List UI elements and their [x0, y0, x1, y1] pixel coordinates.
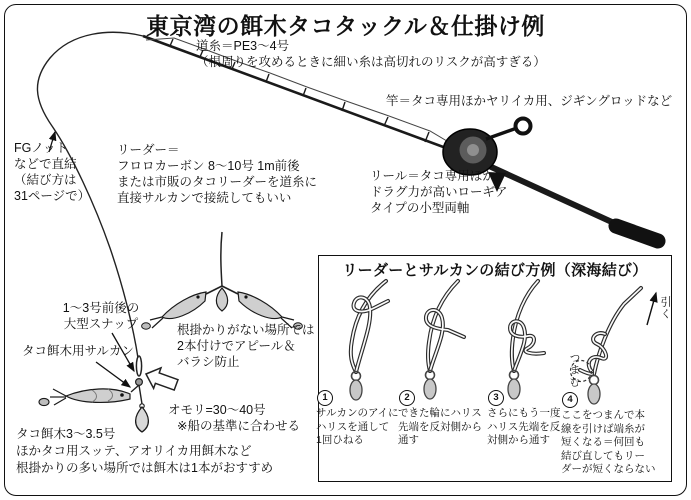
three-way-swivel: [136, 379, 143, 386]
block-arrow: [146, 368, 178, 390]
leader-label: リーダー＝ フロロカーボン 8～10号 1m前後 または市販のタコリーダーを道糸に 直接サルカンで接続してもいい: [117, 143, 318, 205]
reel-label: リール＝タコ専用ほか ドラグ力が高いローギア タイプの小型両軸: [370, 169, 508, 215]
step-caption-4: ここをつまんで本 線を引けば端糸が 短くなる＝何回も 結び直してもリー ダーが短くならない: [561, 409, 656, 475]
jig-label: タコ餌木3～3.5号 ほかタコ用スッテ、アオリイカ用餌木など 根掛かりの多い場所では餌木は1本がおすすめ: [16, 427, 274, 475]
swivel-label: タコ餌木用サルカン: [22, 344, 134, 358]
main-line-label: 道糸＝PE3～4号 （根周りを攻めるときに細い糸は高切れのリスクが高すぎる）: [196, 39, 546, 69]
center-sinker: [216, 288, 227, 311]
swivel-arrow: [96, 362, 130, 387]
rod-label: 竿＝タコ専用ほかヤリイカ用、ジギングロッドなど: [386, 94, 673, 108]
two-jigs-label: 根掛かりがない場所では 2本付けでアピール＆ バラシ防止: [177, 323, 315, 369]
step-number-3: 3: [488, 390, 504, 406]
rod-butt-grip: [616, 226, 658, 241]
step-caption-2: できた輪にハリス 先端を反対側から 通す: [398, 407, 482, 446]
snap-clip: [136, 356, 141, 376]
squid-jig: [39, 389, 130, 406]
reel-handle-knob: [516, 119, 531, 134]
step-number-1: 1: [317, 390, 333, 406]
step-caption-3: さらにもう一度 ハリス先端を反 対側から通す: [487, 407, 561, 446]
weight-label: オモリ=30～40号 ※船の基準に合わせる: [168, 403, 300, 433]
pull-label: 引く: [659, 296, 671, 320]
snap-label: 1～3号前後の 大型スナップ: [62, 301, 140, 331]
jig-crown-hooks: [50, 389, 66, 405]
step-number-2: 2: [399, 390, 415, 406]
page-title: 東京湾の餌木タコタックル＆仕掛け例: [146, 13, 545, 39]
two-jig-rig: [142, 232, 303, 329]
fg-knot-label: FGノット などで直結 （結び方は 31ページで）: [14, 141, 91, 203]
inset-title: リーダーとサルカンの結び方例（深海結び）: [342, 262, 648, 279]
pinch-label: つまむ: [568, 352, 580, 388]
step-caption-1: サルカンのアイに ハリスを通して 1回ひねる: [316, 407, 399, 446]
step-number-4: 4: [562, 392, 578, 408]
